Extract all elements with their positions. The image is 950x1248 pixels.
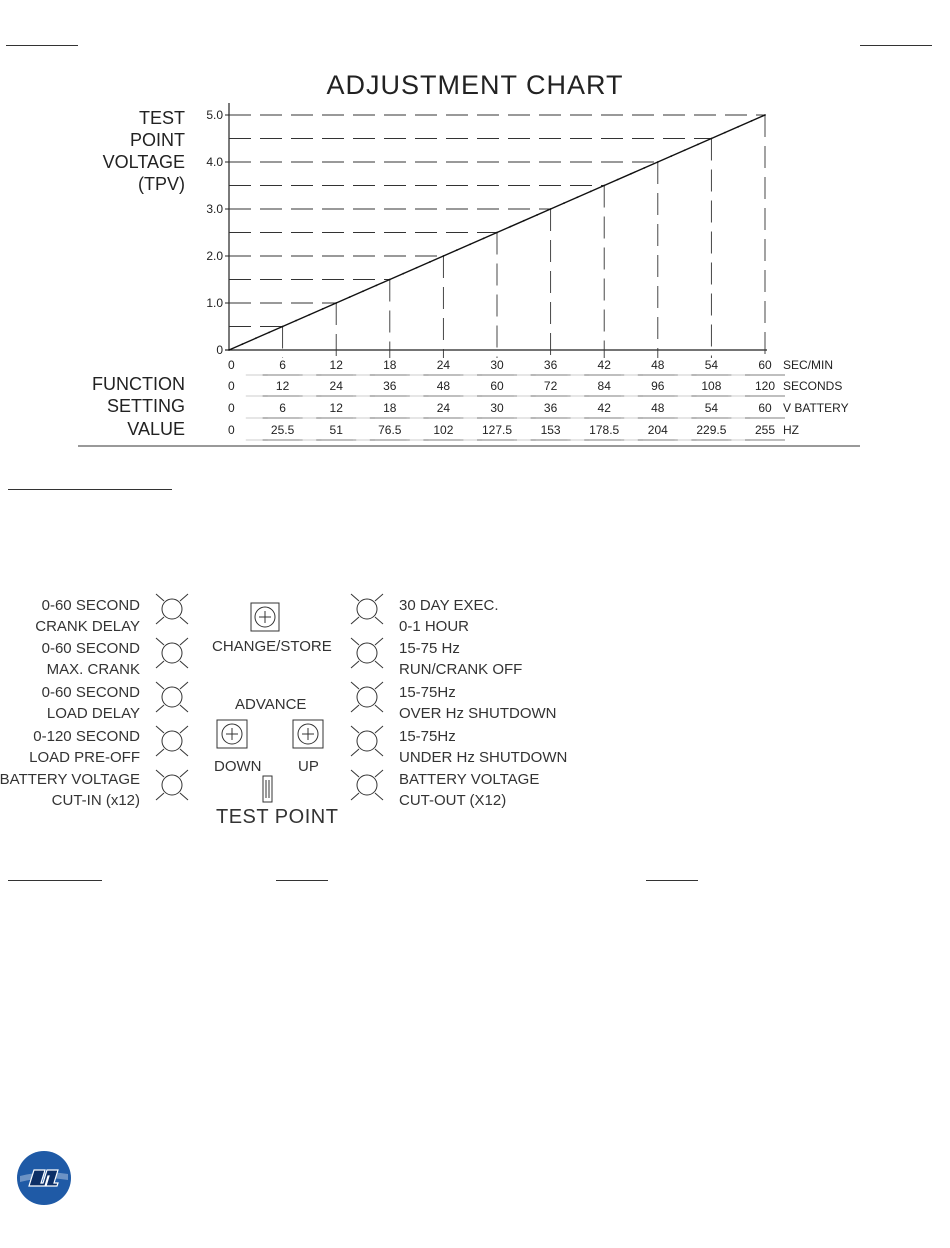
table-cell: 255 — [754, 423, 776, 437]
table-cell: 76.5 — [378, 423, 402, 437]
y-tick-label: 3.0 — [206, 202, 223, 216]
led-ray — [156, 793, 164, 800]
led-label-max-crank: 0-60 SECOND MAX. CRANK — [41, 640, 140, 678]
led-label-battery-cut-in: BATTERY VOLTAGE CUT-IN (x12) — [0, 771, 140, 809]
ae-logo-icon — [16, 1150, 72, 1206]
table-cell: 120 — [754, 379, 776, 393]
data-point — [456, 249, 458, 251]
data-point — [630, 173, 632, 175]
table-cell: 60 — [490, 379, 504, 393]
data-point — [657, 161, 659, 163]
led-ray — [180, 638, 188, 645]
table-cell: 24 — [329, 379, 343, 393]
led-ray — [351, 682, 359, 689]
change-store-label: CHANGE/STORE — [212, 638, 332, 655]
table-cell: 12 — [275, 379, 290, 393]
led-ray — [180, 617, 188, 624]
data-point — [242, 343, 244, 345]
led-ray — [180, 726, 188, 733]
table-cell: 0 — [228, 423, 235, 437]
led-icon — [357, 775, 377, 795]
led-ray — [180, 594, 188, 601]
table-cell: 18 — [383, 358, 397, 372]
data-point — [416, 267, 418, 269]
table-cell: 30 — [490, 401, 504, 415]
data-point — [577, 196, 579, 198]
table-cell: 178.5 — [589, 423, 620, 437]
data-point — [764, 114, 766, 116]
led-icon — [357, 731, 377, 751]
led-ray — [156, 661, 164, 668]
table-cell: 84 — [597, 379, 611, 393]
data-point — [724, 132, 726, 134]
table-cell: 108 — [701, 379, 722, 393]
table-cell: 72 — [543, 379, 558, 393]
table-cell: 30 — [490, 358, 504, 372]
data-point — [603, 185, 605, 187]
data-point — [697, 143, 699, 145]
led-ray — [351, 770, 359, 777]
led-ray — [156, 749, 164, 756]
data-point — [563, 202, 565, 204]
down-label: DOWN — [214, 758, 262, 775]
data-point — [536, 214, 538, 216]
led-ray — [156, 638, 164, 645]
y-tick-label: 2.0 — [206, 249, 223, 263]
y-axis-label: (TPV) — [138, 174, 185, 194]
data-point — [443, 255, 445, 257]
led-ray — [375, 705, 383, 712]
data-point — [322, 308, 324, 310]
chart-title: ADJUSTMENT CHART — [326, 70, 624, 101]
table-cell: 153 — [540, 423, 561, 437]
data-point — [268, 331, 270, 333]
led-ray — [375, 594, 383, 601]
data-point — [617, 179, 619, 181]
data-point — [376, 284, 378, 286]
table-cell: 60 — [758, 358, 772, 372]
table-cell: 25.5 — [270, 423, 295, 437]
data-point — [737, 126, 739, 128]
adjustment-chart — [0, 90, 950, 470]
data-point — [362, 290, 364, 292]
table-cell: 42 — [597, 358, 611, 372]
data-point — [469, 243, 471, 245]
table-cell: 24 — [436, 401, 451, 415]
led-ray — [156, 770, 164, 777]
led-ray — [351, 594, 359, 601]
table-cell: 60 — [758, 401, 772, 415]
data-point — [510, 226, 512, 228]
led-ray — [375, 682, 383, 689]
data-point — [496, 232, 498, 234]
table-cell: 36 — [543, 401, 558, 415]
up-button[interactable] — [293, 720, 323, 748]
footer-rule-2 — [276, 880, 328, 881]
led-ray — [351, 793, 359, 800]
led-icon — [357, 687, 377, 707]
table-cell: 204 — [647, 423, 668, 437]
led-ray — [375, 793, 383, 800]
table-cell: 0 — [228, 401, 235, 415]
y-axis-label: VOLTAGE — [102, 152, 185, 172]
down-button[interactable] — [217, 720, 247, 748]
led-label-load-delay: 0-60 SECOND LOAD DELAY — [41, 684, 140, 722]
led-ray — [156, 594, 164, 601]
led-ray — [375, 770, 383, 777]
data-point — [751, 120, 753, 122]
led-label-over-hz: 15-75Hz OVER Hz SHUTDOWN — [399, 684, 557, 722]
table-cell: 96 — [651, 379, 665, 393]
section-rule — [8, 489, 172, 490]
table-cell: 0 — [228, 379, 235, 393]
data-point — [670, 155, 672, 157]
test-point-label: TEST POINT — [216, 806, 339, 828]
table-cell: 102 — [433, 423, 454, 437]
led-ray — [351, 705, 359, 712]
data-point — [335, 302, 337, 304]
advance-label: ADVANCE — [235, 696, 307, 713]
table-cell: 12 — [329, 401, 343, 415]
table-cell: 6 — [279, 358, 286, 372]
led-label-30-day-exec: 30 DAY EXEC. 0-1 HOUR — [399, 597, 499, 635]
led-ray — [351, 726, 359, 733]
led-ray — [375, 617, 383, 624]
table-unit: SECONDS — [783, 379, 843, 393]
table-cell: 54 — [704, 401, 719, 415]
table-cell: 42 — [597, 401, 611, 415]
led-ray — [180, 793, 188, 800]
data-point — [282, 326, 284, 328]
led-ray — [156, 726, 164, 733]
y-tick-label: 5.0 — [206, 108, 223, 122]
table-cell: 18 — [383, 401, 397, 415]
table-label: VALUE — [127, 419, 185, 439]
led-label-battery-cut-out: BATTERY VOLTAGE CUT-OUT (X12) — [399, 771, 540, 809]
header-rule-left — [6, 45, 78, 46]
y-axis-label: TEST — [138, 108, 185, 128]
data-point — [483, 237, 485, 239]
data-point — [429, 261, 431, 263]
table-cell: 12 — [329, 358, 343, 372]
y-tick-label: 4.0 — [206, 155, 223, 169]
led-icon — [162, 599, 182, 619]
led-ray — [375, 638, 383, 645]
table-cell: 51 — [329, 423, 343, 437]
header-rule-right — [860, 45, 932, 46]
led-label-load-pre-off: 0-120 SECOND LOAD PRE-OFF — [29, 728, 140, 766]
data-point — [349, 296, 351, 298]
table-cell: 54 — [704, 358, 719, 372]
table-cell: 229.5 — [696, 423, 727, 437]
data-point — [255, 337, 257, 339]
table-cell: 48 — [651, 401, 665, 415]
data-point — [711, 138, 713, 140]
led-ray — [180, 661, 188, 668]
table-cell: 6 — [279, 401, 286, 415]
led-ray — [156, 705, 164, 712]
led-ray — [375, 726, 383, 733]
data-point — [550, 208, 552, 210]
table-unit: HZ — [783, 423, 799, 437]
led-icon — [162, 731, 182, 751]
table-label: FUNCTION — [92, 374, 185, 394]
table-cell: 0 — [228, 358, 235, 372]
data-point — [644, 167, 646, 169]
data-point — [228, 349, 230, 351]
up-label: UP — [298, 758, 319, 775]
table-unit: SEC/MIN — [783, 358, 834, 372]
led-icon — [357, 643, 377, 663]
led-icon — [162, 687, 182, 707]
led-ray — [351, 638, 359, 645]
led-ray — [375, 749, 383, 756]
led-ray — [375, 661, 383, 668]
led-ray — [351, 617, 359, 624]
led-ray — [351, 749, 359, 756]
test-point-jack[interactable] — [262, 775, 272, 803]
table-cell: 24 — [436, 358, 451, 372]
y-axis-label: POINT — [129, 130, 185, 150]
y-tick-label: 0 — [216, 343, 223, 357]
table-label: SETTING — [106, 396, 185, 416]
footer-rule-3 — [646, 880, 698, 881]
table-cell: 48 — [651, 358, 665, 372]
table-unit: V BATTERY — [783, 401, 849, 415]
led-ray — [156, 617, 164, 624]
led-icon — [162, 775, 182, 795]
led-label-run-crank-off: 15-75 Hz RUN/CRANK OFF — [399, 640, 523, 678]
led-ray — [180, 682, 188, 689]
table-cell: 48 — [436, 379, 451, 393]
led-ray — [180, 705, 188, 712]
led-ray — [156, 682, 164, 689]
data-point — [389, 279, 391, 281]
led-ray — [180, 770, 188, 777]
led-ray — [180, 749, 188, 756]
data-point — [295, 320, 297, 322]
change-store-button[interactable] — [251, 603, 279, 631]
led-label-crank-delay: 0-60 SECOND CRANK DELAY — [35, 597, 140, 635]
footer-rule-1 — [8, 880, 102, 881]
data-point — [684, 149, 686, 151]
y-tick-label: 1.0 — [206, 296, 223, 310]
data-point — [590, 190, 592, 192]
led-icon — [357, 599, 377, 619]
data-point — [402, 273, 404, 275]
led-label-under-hz: 15-75Hz UNDER Hz SHUTDOWN — [399, 728, 568, 766]
table-cell: 127.5 — [481, 423, 513, 437]
data-point — [309, 314, 311, 316]
table-cell: 36 — [383, 379, 397, 393]
data-point — [523, 220, 525, 222]
led-icon — [162, 643, 182, 663]
table-cell: 36 — [543, 358, 558, 372]
led-ray — [351, 661, 359, 668]
